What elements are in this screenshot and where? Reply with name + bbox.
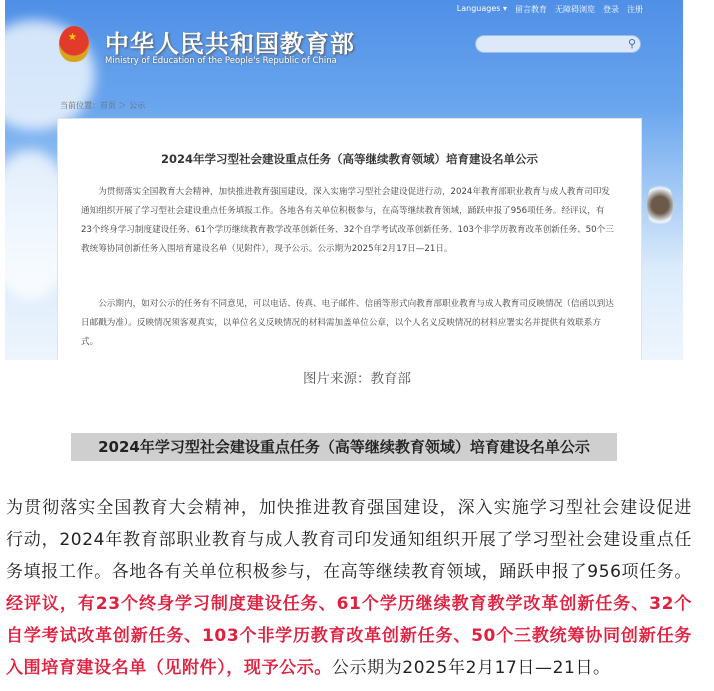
notice-title: 2024年学习型社会建设重点任务（高等继续教育领域）培育建设名单公示 <box>160 152 538 166</box>
search-input[interactable] <box>475 35 641 53</box>
ministry-header-screenshot <box>5 0 683 360</box>
register-link[interactable]: 注册 <box>627 5 643 14</box>
notice-card <box>57 118 642 360</box>
login-link[interactable]: 登录 <box>603 5 619 14</box>
breadcrumb: 当前位置：首页 ＞ 公示 <box>60 101 146 110</box>
message-link[interactable]: 留言教育 <box>515 5 547 14</box>
languages-link[interactable]: Languages ▾ <box>456 4 507 13</box>
body-highlight: 经评议，有23个终身学习制度建设任务、61个学历继续教育教学改革创新任务、32个自学考试改革创新任务、103个非学历教育改革创新任务、50个三教统筹协同创新任务入围培育建设名单（见附件），现予公示。 <box>6 594 692 678</box>
site-title: 中华人民共和国教育部 <box>105 30 355 58</box>
image-caption: 图片来源：教育部 <box>303 371 411 387</box>
article-title: 2024年学习型社会建设重点任务（高等继续教育领域）培育建设名单公示 <box>71 433 617 461</box>
top-nav <box>457 4 643 15</box>
article-body <box>6 492 692 684</box>
body-text: 为贯彻落实全国教育大会精神，加快推进教育强国建设，深入实施学习型社会建设促进行动，2024年教育部职业教育与成人教育司印发通知组织开展了学习型社会建设重点任务填报工作。各地各有关单位积极参与，在高等继续教育领域，踊跃申报了956项任务。 <box>6 498 692 582</box>
national-emblem-icon: ★ <box>59 26 89 62</box>
accessibility-link[interactable]: 无障碍浏览 <box>555 5 595 14</box>
notice-paragraph-2: 公示期内，如对公示的任务有不同意见，可以电话、传真、电子邮件、信函等形式向教育部职业教育与成人教育司反映情况（信函以到达日邮戳为准）。反映情况须客观真实，以单位名义反映情况的材料需加盖单位公章，以个人名义反映情况的材料应署实名并提供有效联系方式。 <box>81 299 614 347</box>
body-text: 公示期为2025年2月17日—21日。 <box>331 658 611 678</box>
search-icon[interactable]: ⚲ <box>627 37 636 50</box>
notice-paragraph-1: 为贯彻落实全国教育大会精神，加快推进教育强国建设，深入实施学习型社会建设促进行动，2024年教育部职业教育与成人教育司印发通知组织开展了学习型社会建设重点任务填报工作。各地各有关单位积极参与，在高等继续教育领域，踊跃申报了956项任务。经评议，有23个终身学习制度建设任务、61个学历继续教育教学改革创新任务、32个自学考试改革创新任务、103个非学历教育改革创新任务、50个三教统筹协同创新任务入围培育建设名单（见附件），现予公示。公示期为2025年2月17日—21日。 <box>81 187 614 254</box>
dandelion-decoration <box>647 180 673 230</box>
site-subtitle: Ministry of Education of the People's Republic of China <box>105 56 337 66</box>
